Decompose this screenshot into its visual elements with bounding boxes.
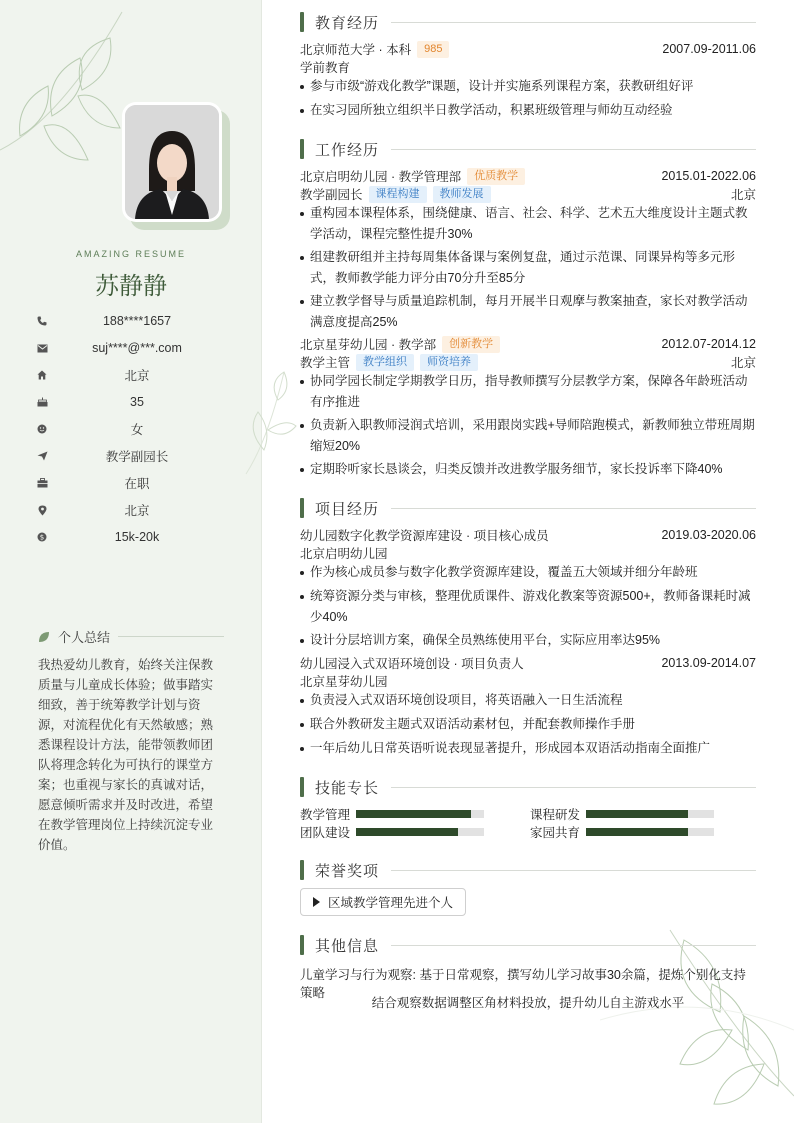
skill-label: 教学管理 xyxy=(300,808,351,822)
resume-tagline: AMAZING RESUME xyxy=(75,249,186,259)
skill-bar-fill xyxy=(586,810,688,818)
skill-bar xyxy=(356,810,484,818)
job-bullet: 协同学园长制定学期教学日历，指导教师撰写分层教学方案，保障各年龄班活动有序推进 xyxy=(300,371,756,413)
skill-bar xyxy=(356,828,484,836)
phone-icon xyxy=(36,315,48,327)
skills-section-header xyxy=(300,777,756,797)
honors-title: 荣誉奖项 xyxy=(315,862,380,880)
info-home xyxy=(36,366,226,384)
sidebar xyxy=(0,0,262,1123)
work-title: 工作经历 xyxy=(315,141,380,159)
skill-item xyxy=(300,824,484,840)
skill-bar xyxy=(586,810,714,818)
svg-text:$: $ xyxy=(39,533,45,542)
leaf-icon xyxy=(38,631,50,643)
phone-text: 188****1657 xyxy=(102,314,172,328)
leaf-decoration-icon xyxy=(0,10,130,170)
other-info-line: 儿童学习与行为观察: 基于日常观察，撰写幼儿学习故事30余篇，提炼个别化支持策略 xyxy=(300,968,746,1000)
status-text: 在职 xyxy=(124,477,150,491)
age-text: 35 xyxy=(130,395,144,409)
other-title: 其他信息 xyxy=(315,937,380,955)
section-accent-bar xyxy=(300,777,304,797)
project-org: 北京星芽幼儿园 xyxy=(300,675,388,689)
skill-bar-fill xyxy=(586,828,688,836)
job-tag: 优质教学 xyxy=(467,168,525,185)
project-bullet: 负责浸入式双语环境创设项目，将英语融入一日生活流程 xyxy=(300,690,756,711)
job-date: 2012.07-2014.12 xyxy=(661,337,756,351)
job-bullet: 负责新入职教师浸润式培训，采用跟岗实践+导师陪跑模式，新教师独立带班周期缩短20% xyxy=(300,415,756,457)
section-divider xyxy=(391,508,756,509)
award-text: 区域教学管理先进个人 xyxy=(328,896,454,910)
gender-text: 女 xyxy=(130,423,144,437)
work-section-header xyxy=(300,139,756,159)
skill-bar xyxy=(586,828,714,836)
salary-icon xyxy=(36,531,48,543)
project-name: 幼儿园数字化教学资源库建设 · 项目核心成员 xyxy=(300,529,549,543)
email-text: suj****@***.com xyxy=(92,341,182,355)
education-title: 教育经历 xyxy=(315,14,380,32)
project-bullet: 统筹资源分类与审核，整理优质课件、游戏化教案等资源500+，教师备课耗时减少40% xyxy=(300,586,756,628)
education-section-header xyxy=(300,12,756,32)
project-date: 2019.03-2020.06 xyxy=(661,528,756,542)
education-entry-header xyxy=(300,40,756,58)
education-date: 2007.09-2011.06 xyxy=(662,42,756,56)
info-age xyxy=(36,393,226,411)
project-header xyxy=(300,526,756,544)
job-date: 2015.01-2022.06 xyxy=(661,169,756,183)
avatar xyxy=(125,105,219,219)
home-icon xyxy=(36,369,48,381)
projects-title: 项目经历 xyxy=(315,500,380,518)
job-org: 北京启明幼儿园 · 教学管理部 xyxy=(300,170,462,184)
mail-icon xyxy=(36,342,48,354)
project-bullet: 设计分层培训方案，确保全员熟练使用平台，实际应用率达95% xyxy=(300,630,756,651)
project-date: 2013.09-2014.07 xyxy=(661,656,756,670)
skill-bar-fill xyxy=(356,828,458,836)
smile-icon xyxy=(36,423,48,435)
info-position xyxy=(36,447,226,465)
project-bullet: 联合外教研发主题式双语活动素材包，并配套教师操作手册 xyxy=(300,714,756,735)
job-city: 北京 xyxy=(730,188,756,202)
section-divider xyxy=(391,945,756,946)
play-triangle-icon xyxy=(313,897,320,907)
skill-bar-fill xyxy=(356,810,471,818)
skill-item xyxy=(300,806,484,822)
education-major-row xyxy=(300,58,756,76)
job-bullet: 重构园本课程体系，围绕健康、语言、社会、科学、艺术五大维度设计主题式教学活动，课程完整性提升30% xyxy=(300,203,756,245)
job-header xyxy=(300,335,756,353)
summary-title: 个人总结 xyxy=(58,630,111,645)
section-divider xyxy=(391,149,756,150)
skill-item xyxy=(530,806,714,822)
project-bullet: 作为核心成员参与数字化教学资源库建设，覆盖五大领域并细分年龄班 xyxy=(300,562,756,583)
honors-section-header xyxy=(300,860,756,880)
award-item xyxy=(300,888,466,916)
summary-text: 我热爱幼儿教育，始终关注保教质量与儿童成长体验；做事踏实细致，善于统筹教学计划与资源，对流程优化有天然敏感；熟悉课程设计方法，能带领教师团队将理念转化为可执行的课堂方案；也重视与家长的真诚对话，愿意倾听需求并及时改进，希望在教学管理岗位上持续沉淀专业价值。 xyxy=(38,658,214,852)
role-tag: 教学组织 xyxy=(356,354,414,371)
skill-item xyxy=(530,824,714,840)
job-role: 教学副园长 xyxy=(300,188,363,202)
salary-text: 15k-20k xyxy=(114,530,160,544)
home-city-text: 北京 xyxy=(124,369,150,383)
job-bullet: 定期聆听家长恳谈会，归类反馈并改进教学服务细节，家长投诉率下降40% xyxy=(300,459,756,480)
info-email xyxy=(36,339,226,357)
section-accent-bar xyxy=(300,139,304,159)
project-org: 北京启明幼儿园 xyxy=(300,547,388,561)
project-name: 幼儿园浸入式双语环境创设 · 项目负责人 xyxy=(300,657,524,671)
section-divider xyxy=(391,22,756,23)
cake-icon xyxy=(36,396,48,408)
info-status xyxy=(36,474,226,492)
job-bullet: 组建教研组并主持每周集体备课与案例复盘，通过示范课、同课异构等多元形式，教师教学能力评分由70分升至85分 xyxy=(300,247,756,289)
section-divider xyxy=(391,870,756,871)
education-bullet: 参与市级“游戏化教学”课题，设计并实施系列课程方案，获教研组好评 xyxy=(300,76,756,97)
project-org-row xyxy=(300,672,756,690)
job-role-row xyxy=(300,353,756,371)
skills-title: 技能专长 xyxy=(315,779,380,797)
job-bullet: 建立教学督导与质量追踪机制，每月开展半日观摩与教案抽查，家长对教学活动满意度提高25% xyxy=(300,291,756,333)
section-divider xyxy=(391,787,756,788)
send-icon xyxy=(36,450,48,462)
projects-section-header xyxy=(300,498,756,518)
school-name: 北京师范大学 · 本科 xyxy=(300,43,412,57)
summary-divider xyxy=(118,636,224,637)
project-bullet: 一年后幼儿日常英语听说表现显著提升，形成园本双语活动指南全面推广 xyxy=(300,738,756,759)
info-location xyxy=(36,501,226,519)
job-org: 北京星芽幼儿园 · 教学部 xyxy=(300,338,437,352)
role-tag: 课程构建 xyxy=(369,186,427,203)
position-text: 教学副园长 xyxy=(105,450,169,464)
info-phone xyxy=(36,312,226,330)
role-tag: 师资培养 xyxy=(420,354,478,371)
school-tag: 985 xyxy=(417,41,449,58)
job-role: 教学主管 xyxy=(300,356,351,370)
location-icon xyxy=(36,504,48,516)
avatar-frame xyxy=(122,102,222,222)
info-salary xyxy=(36,528,226,546)
education-major: 学前教育 xyxy=(300,61,351,75)
skill-label: 课程研发 xyxy=(530,808,581,822)
candidate-name: 苏静静 xyxy=(95,272,167,300)
section-accent-bar xyxy=(300,935,304,955)
section-accent-bar xyxy=(300,12,304,32)
job-tag: 创新教学 xyxy=(442,336,500,353)
skill-label: 团队建设 xyxy=(300,826,351,840)
briefcase-icon xyxy=(36,477,48,489)
project-org-row xyxy=(300,544,756,562)
job-city: 北京 xyxy=(730,356,756,370)
summary-heading xyxy=(38,627,224,646)
role-tag: 教师发展 xyxy=(433,186,491,203)
education-bullet: 在实习园所独立组织半日教学活动，积累班级管理与师幼互动经验 xyxy=(300,100,756,121)
job-role-row xyxy=(300,185,756,203)
project-header xyxy=(300,654,756,672)
section-accent-bar xyxy=(300,498,304,518)
job-header xyxy=(300,167,756,185)
section-accent-bar xyxy=(300,860,304,880)
info-gender xyxy=(36,420,226,438)
skill-label: 家园共育 xyxy=(530,826,581,840)
other-info-line: 结合观察数据调整区角材料投放，提升幼儿自主游戏水平 xyxy=(371,996,685,1010)
location-text: 北京 xyxy=(124,504,150,518)
other-section-header xyxy=(300,935,756,955)
